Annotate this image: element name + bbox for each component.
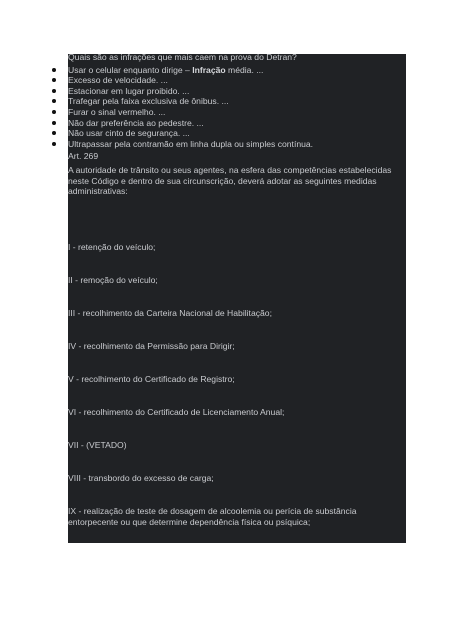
list-item: Trafegar pela faixa exclusiva de ônibus. ...: [68, 96, 414, 107]
bullet-icon: [52, 131, 56, 135]
measure-item: VII - (VETADO): [68, 440, 127, 450]
list-item: Furar o sinal vermelho. ...: [68, 107, 414, 118]
article-heading: Art. 269: [68, 151, 99, 162]
measure-item: III - recolhimento da Carteira Nacional de Habilitação;: [68, 308, 272, 318]
bullet-icon: [52, 99, 56, 103]
measure-item: VIII - transbordo do excesso de carga;: [68, 473, 214, 483]
measure-item: I - retenção do veículo;: [68, 242, 156, 252]
measure-item: IV - recolhimento da Permissão para Dirigir;: [68, 341, 235, 351]
question-heading: Quais são as infrações que mais caem na prova do Detran?: [68, 52, 297, 62]
list-item: Usar o celular enquanto dirige – Infração média. ...: [68, 65, 414, 76]
bullet-icon: [52, 68, 56, 72]
measure-item: IX - realização de teste de dosagem de alcoolemia ou perícia de substância entorpecente ou que determine dependência física ou psíquica;: [68, 506, 357, 527]
article-intro: A autoridade de trânsito ou seus agentes, na esfera das competências estabelecidas neste Código e dentro de sua circunscrição, deverá adotar as seguintes medidas administrativas:: [68, 164, 392, 197]
measure-item: V - recolhimento do Certificado de Registro;: [68, 374, 235, 384]
bullet-icon: [52, 78, 56, 82]
infraction-list: [68, 65, 414, 150]
bold-term: Infração: [192, 64, 226, 75]
list-item: Excesso de velocidade. ...: [68, 75, 414, 86]
document-content: [68, 52, 414, 527]
measure-item: II - remoção do veículo;: [68, 275, 158, 285]
bullet-icon: [52, 89, 56, 93]
list-item: Ultrapassar pela contramão em linha dupla ou simples contínua.: [68, 139, 414, 150]
bullet-icon: [52, 121, 56, 125]
measure-item: VI - recolhimento do Certificado de Licenciamento Anual;: [68, 407, 285, 417]
list-item: Não dar preferência ao pedestre. ...: [68, 118, 414, 129]
list-item: Não usar cinto de segurança. ...: [68, 128, 414, 139]
list-item: Estacionar em lugar proibido. ...: [68, 86, 414, 97]
bullet-icon: [52, 142, 56, 146]
bullet-icon: [52, 110, 56, 114]
